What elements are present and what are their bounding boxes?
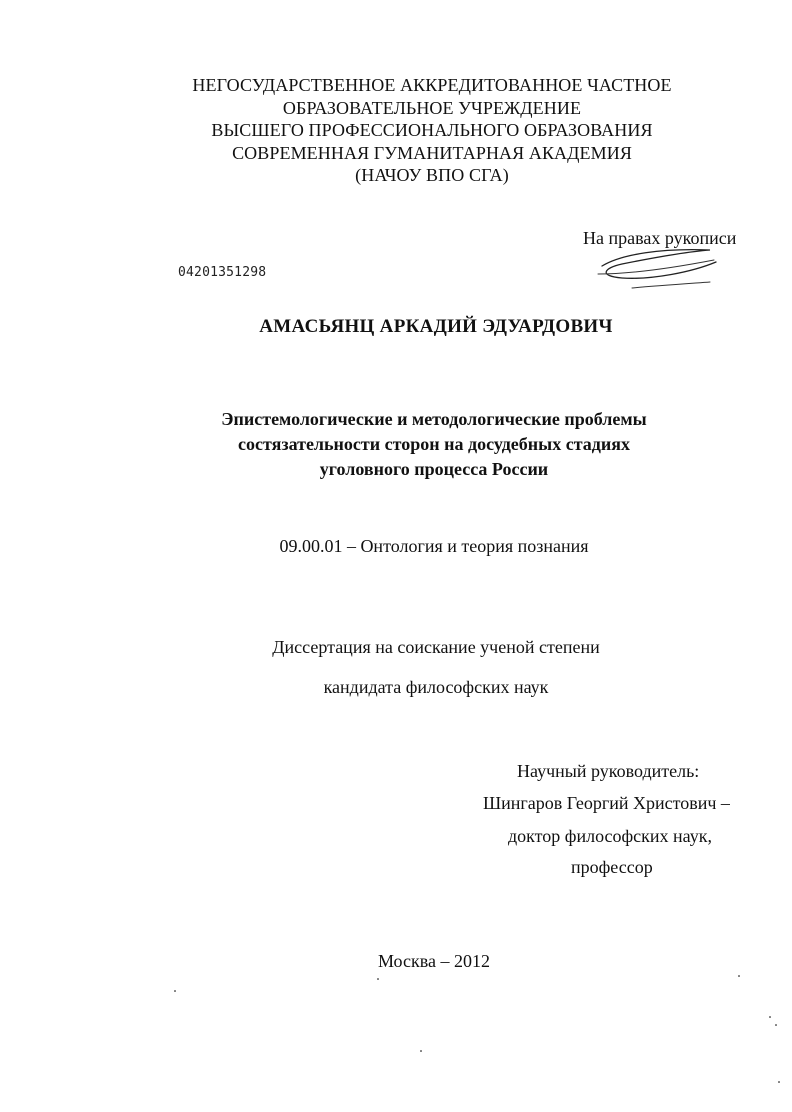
scan-speck	[778, 1081, 780, 1083]
city-year: Москва – 2012	[378, 951, 490, 971]
institution-line: СОВРЕМЕННАЯ ГУМАНИТАРНАЯ АКАДЕМИЯ	[232, 142, 632, 163]
institution-abbreviation: (НАЧОУ ВПО СГА)	[355, 165, 509, 185]
scan-speck	[420, 1050, 422, 1052]
institution-line: ОБРАЗОВАТЕЛЬНОЕ УЧРЕЖДЕНИЕ	[282, 97, 582, 118]
scan-speck	[174, 990, 176, 992]
advisor-label: Научный руководитель:	[517, 761, 700, 781]
dissertation-title	[38, 407, 792, 482]
advisor-degree: доктор философских наук,	[508, 826, 712, 846]
author-name: АМАСЬЯНЦ АРКАДИЙ ЭДУАРДОВИЧ	[259, 316, 613, 337]
scan-speck	[775, 1024, 777, 1026]
scan-speck	[769, 1016, 771, 1018]
institution-line: НЕГОСУДАРСТВЕННОЕ АККРЕДИТОВАННОЕ ЧАСТНОЕ	[192, 75, 672, 95]
scan-speck	[738, 975, 740, 977]
scan-speck	[377, 978, 379, 980]
catalog-code: 04201351298	[178, 265, 267, 280]
institution-header	[38, 74, 792, 187]
specialty-code: 09.00.01 – Онтология и теория познания	[279, 536, 589, 556]
institution-line: ВЫСШЕГО ПРОФЕССИОНАЛЬНОГО ОБРАЗОВАНИЯ	[211, 120, 653, 140]
title-line: Эпистемологические и методологические проблемы	[221, 409, 647, 429]
advisor-name: Шингаров Георгий Христович –	[483, 793, 730, 813]
handwritten-signature	[592, 244, 722, 294]
degree-line-1: Диссертация на соискание ученой степени	[272, 637, 600, 657]
rights-note: На правах рукописи	[583, 228, 737, 248]
degree-line-2: кандидата философских наук	[323, 677, 549, 697]
title-line: уголовного процесса России	[319, 459, 549, 479]
title-line: состязательности сторон на досудебных стадиях	[238, 434, 630, 454]
advisor-rank: профессор	[571, 857, 653, 877]
